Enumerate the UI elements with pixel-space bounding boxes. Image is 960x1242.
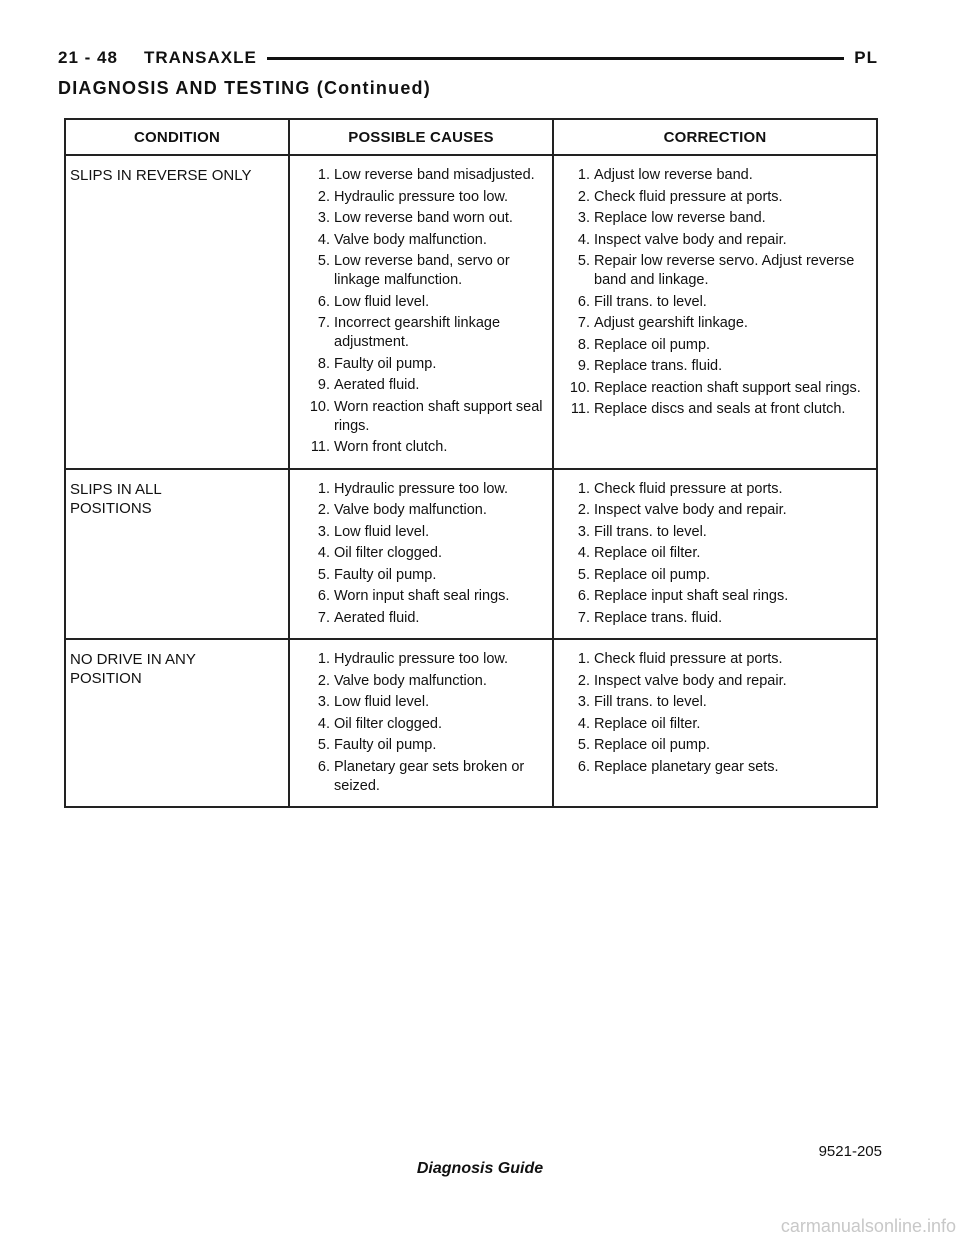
item-text: Replace oil filter. [594,545,701,561]
item-number: 5. [577,566,590,583]
section-subheading: DIAGNOSIS AND TESTING (Continued) [58,78,431,98]
table-row [66,468,876,639]
item-text: Check fluid pressure at ports. [594,651,783,667]
list-item [564,566,870,585]
item-text: Replace oil pump. [594,566,711,583]
list-item [564,314,870,333]
item-number: 11. [310,439,330,455]
list-item [564,523,870,542]
item-text: Faulty oil pump. [334,566,437,583]
item-text: Replace low reverse band. [594,210,766,226]
item-text: Low reverse band worn out. [334,210,513,226]
item-text: Replace trans. fluid. [594,358,723,374]
cause-list [290,470,552,639]
list-item [564,166,870,185]
header-rule [267,57,844,60]
correction-list [554,640,876,787]
watermark: carmanualsonline.info [780,1216,956,1236]
item-text: Worn front clutch. [334,439,448,455]
list-item [564,544,870,563]
item-text: Low reverse band misadjusted. [334,167,535,183]
list-item [564,379,870,398]
list-item [304,672,546,691]
item-text: Hydraulic pressure too low. [334,188,509,205]
item-number: 8. [317,355,330,372]
item-text: Faulty oil pump. [334,737,437,753]
list-item [564,293,870,312]
item-text: Oil filter clogged. [334,545,442,561]
list-item [304,758,546,796]
item-text: Oil filter clogged. [334,715,442,732]
item-text: Hydraulic pressure too low. [334,651,509,667]
item-text: Aerated fluid. [334,377,420,393]
list-item [304,398,546,436]
item-number: 4. [577,545,590,561]
correction-cell [554,640,876,806]
list-item [564,609,870,628]
correction-list [554,470,876,639]
item-number: 3. [317,210,330,226]
item-number: 4. [317,231,330,248]
item-text: Repair low reverse servo. Adjust reverse band and linkage. [594,253,855,288]
page-header [58,44,878,72]
page-number: 21 - 48 [58,48,118,67]
list-item [304,231,546,250]
item-text: Faulty oil pump. [334,355,437,372]
item-number: 1. [317,480,330,497]
correction-cell [554,470,876,639]
item-text: Low fluid level. [334,694,430,710]
item-text: Fill trans. to level. [594,293,707,310]
item-number: 11. [570,401,590,417]
list-item [564,736,870,755]
item-text: Replace planetary gear sets. [594,758,779,775]
item-text: Adjust low reverse band. [594,167,753,183]
item-text: Replace trans. fluid. [594,609,723,626]
item-text: Replace oil pump. [594,737,711,753]
condition-cell: SLIPS IN ALL POSITIONS [66,470,290,639]
list-item [564,587,870,606]
list-item [304,376,546,395]
item-text: Valve body malfunction. [334,672,487,689]
column-header-correction: CORRECTION [663,128,767,146]
list-item [304,736,546,755]
list-item [564,231,870,250]
item-text: Aerated fluid. [334,609,420,626]
list-item [564,715,870,734]
list-item [564,188,870,207]
list-item [304,480,546,499]
item-text: Hydraulic pressure too low. [334,480,509,497]
item-number: 2. [577,502,590,518]
item-text: Inspect valve body and repair. [594,672,787,689]
item-number: 7. [577,609,590,626]
list-item [304,650,546,669]
list-item [564,336,870,355]
item-number: 2. [317,188,330,205]
column-header-causes: POSSIBLE CAUSES [290,120,554,154]
item-text: Check fluid pressure at ports. [594,188,783,205]
item-number: 4. [577,715,590,732]
list-item [304,314,546,352]
item-number: 6. [577,293,590,310]
item-text: Replace oil filter. [594,715,701,732]
cause-list [290,640,552,806]
item-text: Fill trans. to level. [594,523,707,540]
item-number: 6. [577,588,590,604]
cause-cell [290,640,554,806]
list-item [304,293,546,312]
item-number: 6. [317,293,330,310]
item-text: Replace reaction shaft support seal rings. [594,379,861,396]
item-number: 2. [577,672,590,689]
item-number: 6. [317,758,330,775]
figure-reference: 9521-205 [818,1143,882,1160]
item-text: Replace discs and seals at front clutch. [594,401,846,417]
list-item [304,609,546,628]
list-item [564,650,870,669]
item-number: 2. [317,672,330,689]
item-text: Fill trans. to level. [594,694,707,710]
list-item [564,480,870,499]
item-number: 10. [569,379,590,396]
list-item [304,566,546,585]
item-number: 4. [577,231,590,248]
item-number: 7. [317,609,330,626]
list-item [304,252,546,290]
item-number: 4. [317,545,330,561]
item-text: Valve body malfunction. [334,231,487,248]
item-number: 7. [317,315,330,331]
item-text: Adjust gearshift linkage. [594,315,748,331]
correction-cell [554,156,876,468]
item-number: 5. [577,737,590,753]
diagnosis-table [64,118,878,808]
item-text: Replace oil pump. [594,336,711,353]
list-item [564,693,870,712]
item-text: Worn input shaft seal rings. [334,588,510,604]
item-number: 5. [317,566,330,583]
item-number: 2. [577,188,590,205]
item-number: 6. [577,758,590,775]
item-text: Worn reaction shaft support seal rings. [334,398,543,434]
item-number: 5. [317,737,330,753]
item-text: Low reverse band, servo or linkage malfunction. [334,253,510,288]
list-item [304,166,546,185]
item-text: Inspect valve body and repair. [594,502,787,518]
list-item [304,715,546,734]
list-item [564,501,870,520]
item-text: Inspect valve body and repair. [594,231,787,248]
figure-caption: Diagnosis Guide [416,1160,544,1177]
table-body [66,156,876,806]
item-number: 1. [317,167,330,183]
item-number: 7. [577,315,590,331]
table-header [66,120,876,156]
item-number: 3. [317,523,330,540]
cause-list [290,156,552,468]
item-number: 3. [317,694,330,710]
item-text: Low fluid level. [334,293,430,310]
list-item [304,438,546,457]
item-number: 9. [317,377,330,393]
item-number: 3. [577,523,590,540]
condition-cell: SLIPS IN REVERSE ONLY [66,156,290,468]
list-item [304,523,546,542]
item-number: 4. [317,715,330,732]
item-number: 5. [317,253,330,269]
list-item [304,188,546,207]
item-text: Check fluid pressure at ports. [594,480,783,497]
item-number: 3. [577,694,590,710]
table-row [66,638,876,806]
list-item [304,693,546,712]
cause-cell [290,470,554,639]
list-item [304,587,546,606]
list-item [564,209,870,228]
item-text: Replace input shaft seal rings. [594,588,789,604]
item-number: 8. [577,336,590,353]
item-number: 10. [309,398,330,415]
table-row [66,156,876,468]
condition-cell: NO DRIVE IN ANY POSITION [66,640,290,806]
column-header-condition: CONDITION [66,120,290,154]
item-number: 1. [317,651,330,667]
list-item [564,758,870,777]
item-text: Valve body malfunction. [334,502,487,518]
item-number: 2. [317,502,330,518]
item-number: 1. [577,167,590,183]
list-item [564,400,870,419]
list-item [304,544,546,563]
section-title: TRANSAXLE [143,48,257,67]
list-item [304,501,546,520]
vehicle-code: PL [854,48,878,67]
item-number: 1. [577,480,590,497]
item-text: Planetary gear sets broken or seized. [334,758,525,794]
list-item [304,355,546,374]
list-item [564,357,870,376]
item-number: 9. [577,358,590,374]
list-item [564,672,870,691]
cause-cell [290,156,554,468]
item-number: 5. [577,253,590,269]
list-item [304,209,546,228]
item-number: 1. [577,651,590,667]
item-number: 3. [577,210,590,226]
item-number: 6. [317,588,330,604]
item-text: Incorrect gearshift linkage adjustment. [334,315,501,350]
list-item [564,252,870,290]
correction-list [554,156,876,430]
item-text: Low fluid level. [334,523,430,540]
